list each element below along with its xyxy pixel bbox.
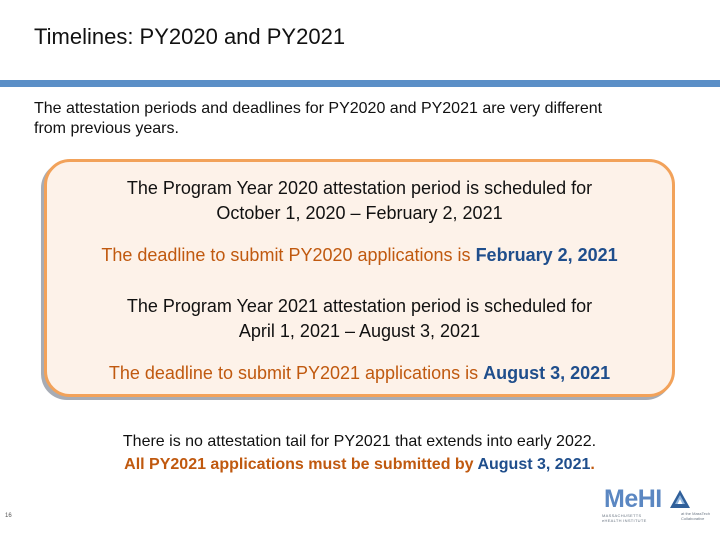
logo-subtitle-line-2: eHEALTH INSTITUTE <box>602 518 647 523</box>
logo-subtitle-line-1: MASSACHUSETTS <box>602 513 642 518</box>
logo-subtitle <box>602 513 664 523</box>
py2021-deadline <box>44 361 675 385</box>
submission-deadline-date: August 3, 2021 <box>477 456 591 473</box>
py2020-period-line-2: October 1, 2020 – February 2, 2021 <box>216 203 503 223</box>
intro-line-1: The attestation periods and deadlines for PY2020 and PY2021 are very different <box>34 100 603 117</box>
title-divider <box>0 80 720 87</box>
intro-line-2: from previous years. <box>34 120 179 137</box>
logo-affiliation <box>681 511 720 521</box>
logo-wordmark: MeHI <box>604 485 662 513</box>
py2020-deadline <box>44 243 675 267</box>
mehi-logo <box>598 485 718 525</box>
py2021-deadline-date: August 3, 2021 <box>483 363 611 383</box>
slide-title: Timelines: PY2020 and PY2021 <box>34 24 346 49</box>
submission-deadline-period: . <box>590 456 595 473</box>
page-number: 16 <box>5 513 12 519</box>
py2020-deadline-text: The deadline to submit PY2020 applications is <box>101 245 476 265</box>
py2021-period-line-1: The Program Year 2021 attestation period is scheduled for <box>126 296 593 316</box>
no-tail-note: There is no attestation tail for PY2021 that extends into early 2022. <box>122 433 597 450</box>
py2020-deadline-date: February 2, 2021 <box>475 245 618 265</box>
intro-paragraph <box>34 99 694 139</box>
py2021-period-line-2: April 1, 2021 – August 3, 2021 <box>238 321 481 341</box>
logo-affiliation-line-1: at the MassTech <box>681 511 711 516</box>
logo-affiliation-line-2: Collaborative <box>681 516 705 521</box>
submission-deadline-note <box>44 453 675 477</box>
py2021-deadline-text: The deadline to submit PY2021 applications is <box>108 363 484 383</box>
mountain-icon <box>669 489 691 509</box>
py2020-period-line-1: The Program Year 2020 attestation period is scheduled for <box>126 178 593 198</box>
submission-deadline-text: All PY2021 applications must be submitted by <box>124 456 478 473</box>
